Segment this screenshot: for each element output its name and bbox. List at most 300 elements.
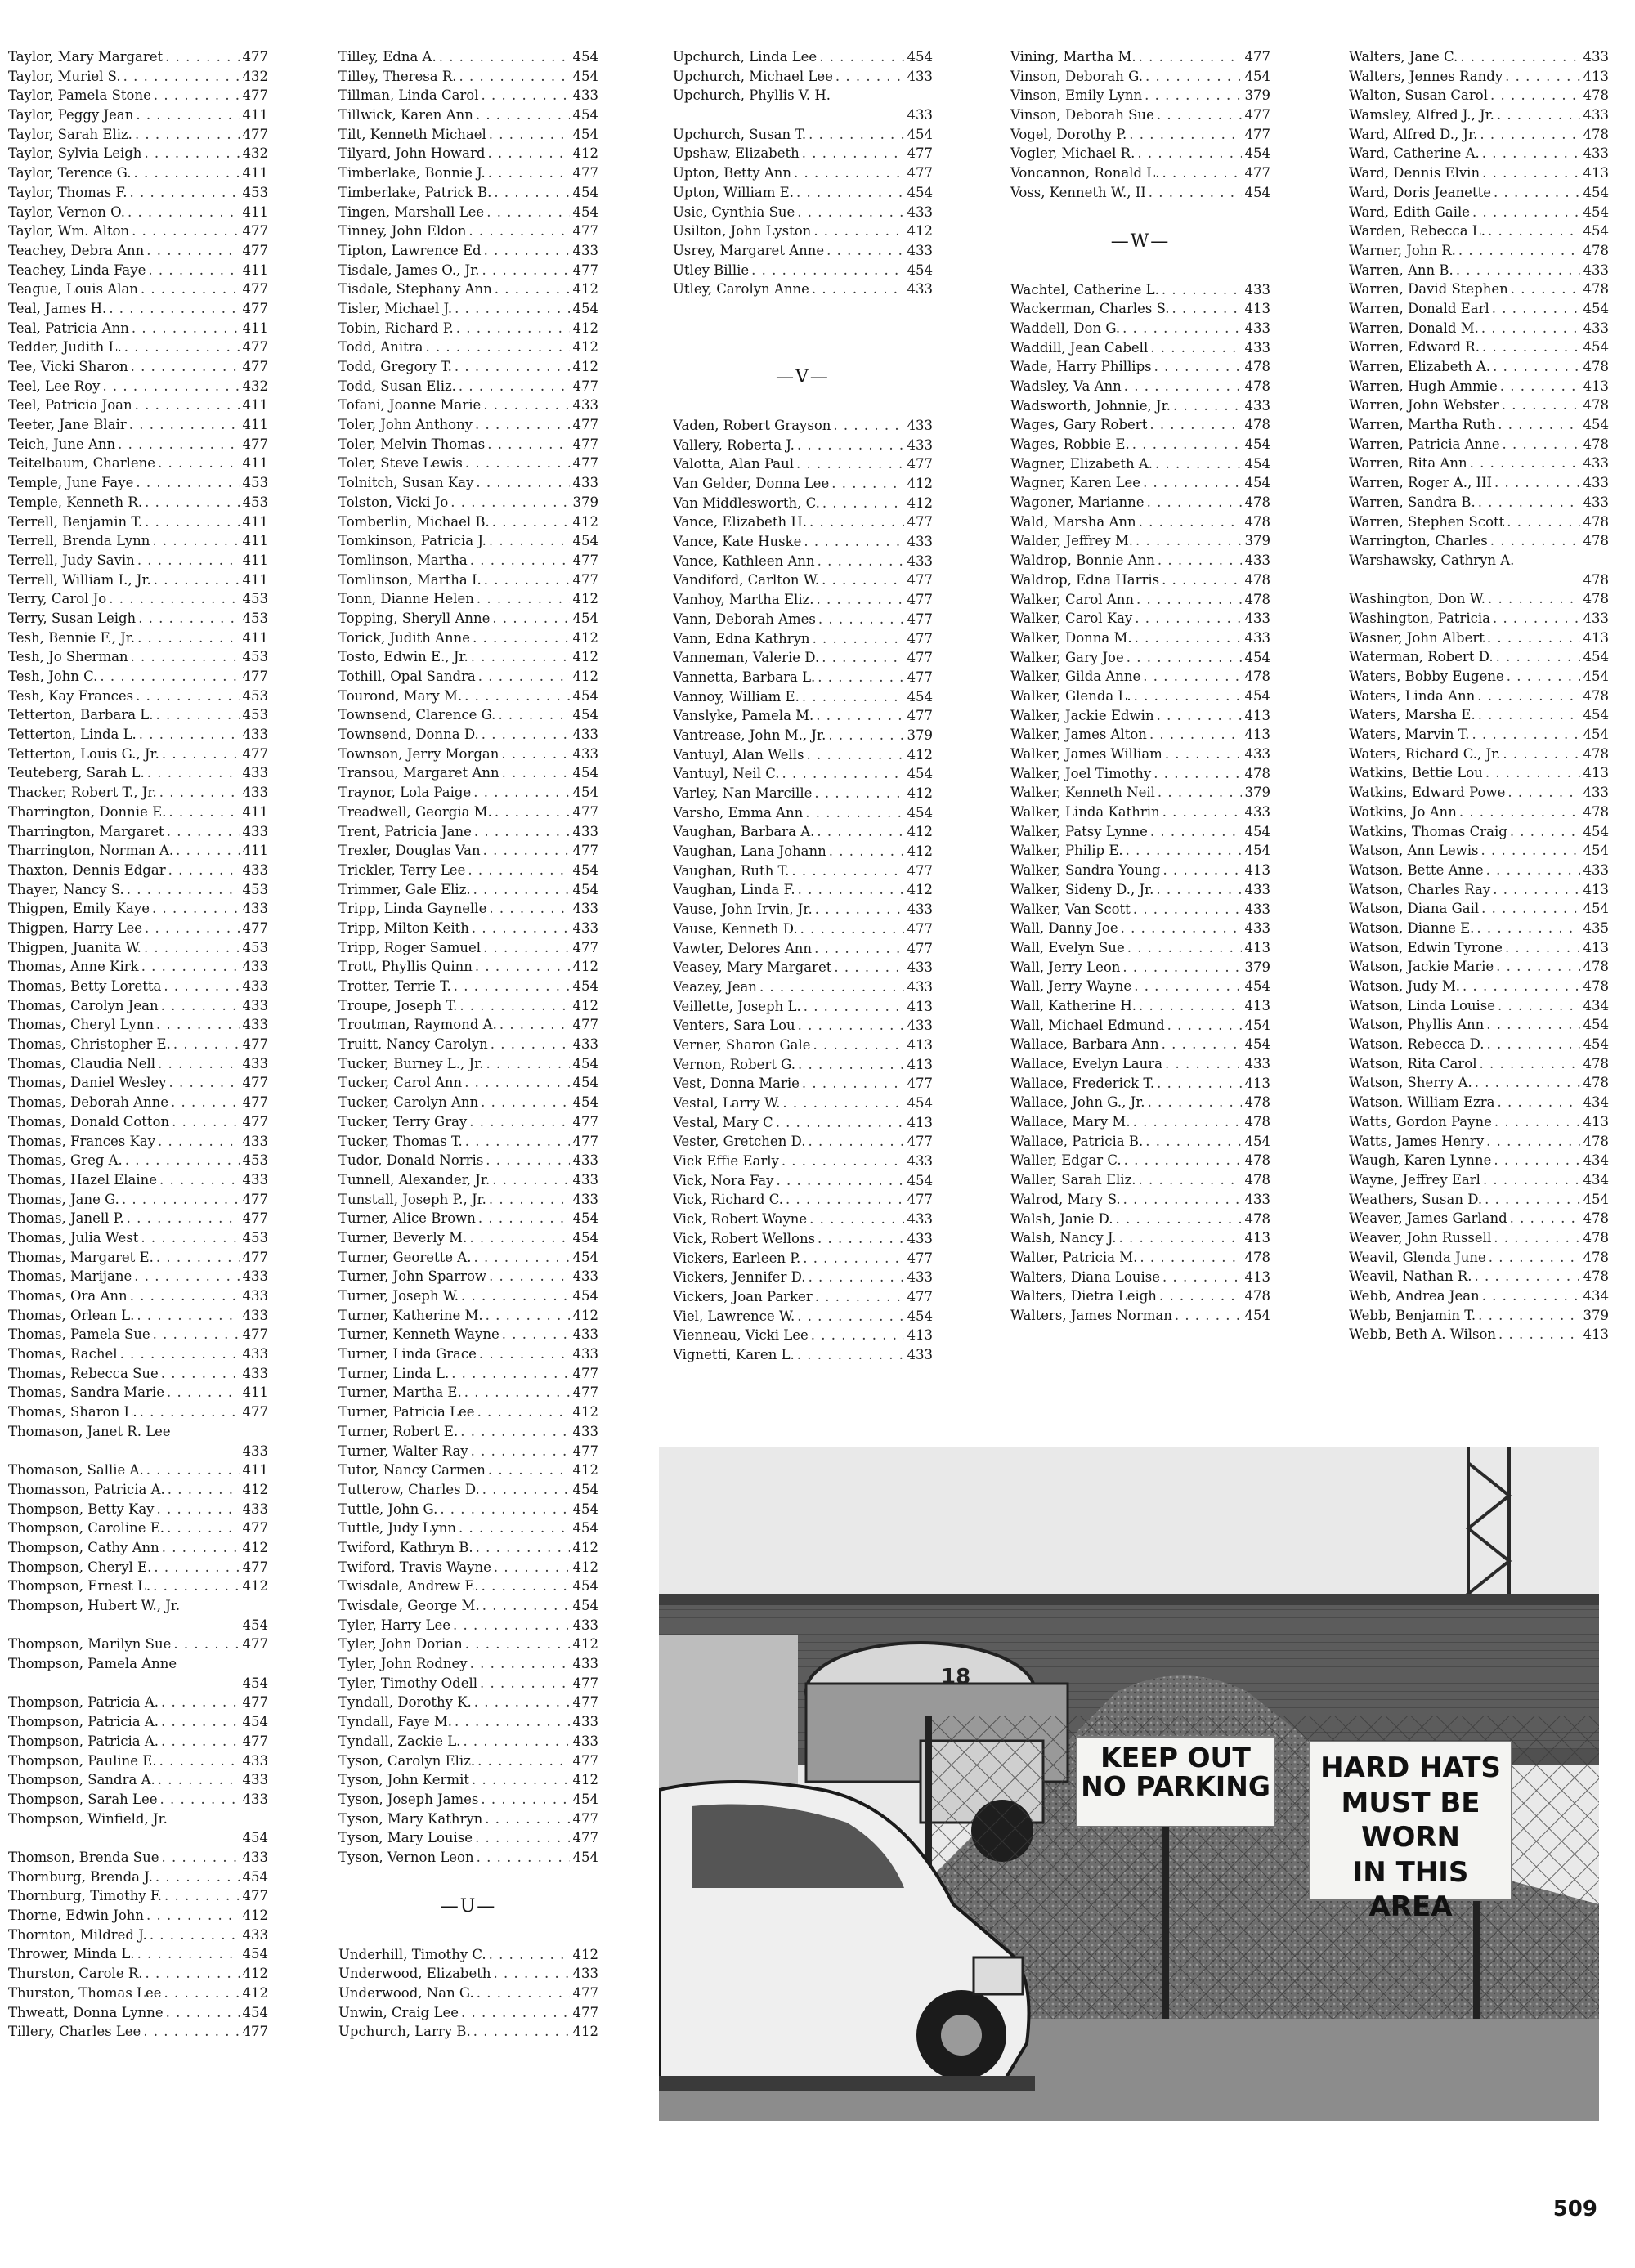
entry-page: 433 (1583, 145, 1609, 162)
entry-name: Waldrop, Bonnie Ann (1010, 552, 1155, 569)
entry-page: 453 (242, 881, 268, 897)
index-entry (1010, 1170, 1270, 1190)
dot-leader (495, 803, 570, 822)
keep-out-sign-line-1: KEEP OUT (1100, 1742, 1251, 1774)
entry-name: Walker, Philip E. (1010, 843, 1123, 859)
entry-page: 454 (572, 68, 598, 84)
index-entry (338, 1828, 598, 1848)
entry-page: 477 (572, 1675, 598, 1691)
entry-name: Upton, William E. (673, 184, 794, 200)
entry-name: Tothill, Opal Sandra (338, 669, 476, 684)
entry-page: 477 (242, 1636, 268, 1653)
entry-page: 478 (1583, 978, 1609, 995)
dot-leader (818, 668, 904, 687)
entry-name: Thompson, Ernest L. (8, 1578, 151, 1595)
entry-name: Tolnitch, Susan Kay (338, 475, 474, 491)
dot-leader (1489, 1248, 1580, 1268)
index-entry (8, 570, 268, 590)
entry-name: Tyson, Carolyn Eliz. (338, 1752, 476, 1769)
dot-leader (812, 280, 904, 299)
index-entry (1010, 803, 1270, 822)
entry-name: Thomas, Julia West (8, 1229, 139, 1246)
dot-leader (1145, 1132, 1242, 1152)
entry-page: 412 (572, 1462, 598, 1478)
index-entry (338, 1635, 598, 1654)
entry-page: 454 (242, 1675, 268, 1691)
entry-name: Vannoy, William E. (673, 688, 800, 705)
index-entry (338, 919, 598, 938)
index-entry (338, 551, 598, 570)
entry-page: 477 (907, 592, 933, 608)
index-entry (338, 2003, 598, 2023)
entry-name: Wayne, Jeffrey Earl (1349, 1171, 1480, 1188)
index-entry (8, 1461, 268, 1480)
index-entry (338, 1964, 598, 1984)
entry-page: 454 (572, 300, 598, 316)
index-entry (8, 435, 268, 454)
entry-page: 478 (1583, 513, 1609, 530)
dot-leader (1478, 705, 1580, 725)
entry-name: Wages, Gary Robert (1010, 417, 1148, 433)
entry-name: Treadwell, Georgia M. (338, 803, 492, 820)
dot-leader (1132, 435, 1242, 454)
entry-page: 412 (572, 145, 598, 162)
entry-page: 454 (1583, 1017, 1609, 1033)
entry-name: Upchurch, Michael Lee (673, 68, 833, 84)
entry-name: Vaden, Robert Grayson (673, 417, 831, 433)
index-entry (1349, 1093, 1609, 1112)
entry-name: Twisdale, George M. (338, 1598, 480, 1613)
dot-leader (471, 1442, 570, 1461)
entry-page: 433 (242, 959, 268, 975)
index-entry (1349, 203, 1609, 222)
entry-name: Wallace, Evelyn Laura (1010, 1056, 1162, 1071)
index-entry (673, 842, 933, 861)
index-entry (338, 938, 598, 958)
entry-page: 411 (242, 165, 268, 181)
index-entry (1010, 648, 1270, 668)
entry-name: Watson, Sherry A. (1349, 1075, 1472, 1091)
entry-page: 433 (907, 901, 933, 918)
dot-leader (154, 570, 240, 590)
index-entry (1349, 1132, 1609, 1152)
index-entry (1349, 861, 1609, 880)
dot-leader (818, 1229, 904, 1249)
dot-leader (1460, 47, 1580, 67)
dot-leader (136, 473, 240, 493)
entry-name: Vance, Kate Huske (673, 534, 802, 550)
index-entry (1010, 1190, 1270, 1210)
index-entry (8, 1035, 268, 1054)
dot-leader (813, 221, 904, 241)
index-entry (338, 1248, 598, 1268)
dot-leader (818, 552, 904, 571)
dot-leader (822, 648, 904, 668)
entry-name: Walker, Gary Joe (1010, 649, 1124, 665)
entry-name: Wade, Harry Phillips (1010, 359, 1152, 375)
dot-leader (145, 493, 240, 512)
entry-page: 454 (572, 1094, 598, 1111)
dot-leader (1478, 493, 1580, 512)
dot-leader (478, 667, 570, 687)
index-entry (1010, 338, 1270, 358)
entry-page: 434 (1583, 1288, 1609, 1304)
dot-leader (1144, 86, 1242, 105)
entry-page: 412 (572, 1307, 598, 1323)
dot-leader (826, 241, 904, 261)
entry-page: 413 (1244, 707, 1270, 723)
entry-name: Vernon, Robert G. (673, 1056, 796, 1072)
dot-leader (145, 512, 240, 532)
entry-name: Unwin, Craig Lee (338, 2004, 459, 2020)
entry-page: 433 (1244, 320, 1270, 336)
dot-leader (135, 396, 240, 415)
dot-leader (152, 899, 240, 919)
entry-page: 478 (1583, 436, 1609, 452)
dot-leader (816, 706, 904, 726)
entry-name: Vinson, Deborah Sue (1010, 107, 1154, 123)
entry-name: Ward, Catherine A. (1349, 145, 1480, 162)
dot-leader (173, 1635, 240, 1654)
entry-name: Transou, Margaret Ann (338, 765, 499, 781)
dot-leader (439, 47, 570, 67)
index-entry (1010, 1035, 1270, 1054)
entry-page: 454 (572, 1481, 598, 1497)
index-entry (8, 47, 268, 67)
dot-leader (834, 958, 904, 977)
entry-page: 411 (242, 843, 268, 859)
entry-name: Wall, Danny Joe (1010, 920, 1118, 937)
entry-page: 478 (1244, 1152, 1270, 1169)
entry-name: Tedder, Judith L. (8, 339, 122, 356)
index-entry (1349, 473, 1609, 493)
index-entry (8, 1984, 268, 2003)
index-entry (338, 1054, 598, 1074)
entry-page: 411 (242, 417, 268, 433)
entry-page: 478 (1583, 1249, 1609, 1265)
dot-leader (487, 144, 570, 163)
index-entry (1010, 1151, 1270, 1170)
entry-name: Trexler, Douglas Van (338, 843, 481, 859)
index-entry (1349, 589, 1609, 609)
index-entry (8, 1790, 268, 1809)
index-entry (1349, 415, 1609, 435)
index-entry (1010, 473, 1270, 493)
entry-name: Tetterton, Linda L. (8, 727, 137, 743)
index-entry (1010, 125, 1270, 145)
entry-page: 433 (572, 475, 598, 491)
index-entry (8, 105, 268, 125)
entry-name: Waterman, Robert D. (1349, 649, 1494, 665)
entry-name: Tucker, Carolyn Ann (338, 1094, 479, 1111)
entry-name: Weavil, Glenda June (1349, 1249, 1486, 1265)
entry-page: 433 (242, 1752, 268, 1769)
index-entry (8, 183, 268, 203)
entry-name: Walker, Linda Kathrin (1010, 804, 1160, 821)
index-entry (1349, 687, 1609, 706)
index-entry (338, 1015, 598, 1035)
spacer (673, 299, 933, 338)
index-entry (8, 1383, 268, 1402)
index-entry (8, 1906, 268, 1926)
entry-name: Vickers, Earleen P. (673, 1250, 801, 1266)
entry-page: 454 (572, 126, 598, 142)
entry-name: Townson, Jerry Morgan (338, 745, 499, 762)
index-entry (338, 47, 598, 67)
index-entry (673, 880, 933, 900)
entry-name: Vestal, Larry W. (673, 1095, 781, 1112)
dot-leader (782, 1152, 904, 1171)
entry-name: Tomkinson, Patricia J. (338, 533, 486, 549)
index-entry (8, 1306, 268, 1326)
entry-page: 478 (1583, 1229, 1609, 1246)
index-entry (8, 319, 268, 338)
entry-name: Tilyard, John Howard (338, 145, 486, 162)
dot-leader (817, 590, 904, 610)
entry-name: Tripp, Linda Gaynelle (338, 901, 487, 917)
entry-page: 433 (242, 1133, 268, 1149)
dot-leader (455, 1712, 570, 1732)
index-entry (338, 725, 598, 745)
dot-leader (1482, 163, 1580, 183)
entry-page: 413 (907, 1114, 933, 1130)
entry-name: Warrington, Charles (1349, 533, 1488, 549)
index-entry (338, 2022, 598, 2042)
entry-name: Walters, Diana Louise (1010, 1268, 1160, 1285)
index-entry (338, 1170, 598, 1190)
entry-name: Taylor, Terence G. (8, 165, 132, 181)
dot-leader (153, 1325, 240, 1344)
dot-leader (813, 629, 904, 649)
index-entry (338, 880, 598, 900)
index-entry (8, 1693, 268, 1712)
index-entry (8, 2003, 268, 2023)
index-entry (1010, 1074, 1270, 1094)
index-entry (338, 105, 598, 125)
entry-name: Voss, Kenneth W., II (1010, 184, 1146, 200)
dot-leader (1158, 551, 1242, 570)
index-entry (8, 1926, 268, 1945)
entry-name: Usic, Cynthia Sue (673, 204, 795, 220)
entry-page: 454 (1244, 145, 1270, 162)
index-entry (338, 957, 598, 977)
dot-leader (1472, 203, 1580, 222)
dot-leader (796, 454, 904, 474)
truck-number: 18 (941, 1665, 971, 1689)
entry-page: 433 (907, 978, 933, 995)
index-entry (673, 1190, 933, 1210)
index-entry (338, 338, 598, 357)
dot-leader (164, 1886, 240, 1906)
entry-page: 413 (1583, 629, 1609, 646)
entry-name: Walter, Patricia M. (1010, 1249, 1138, 1265)
entry-name: Tilley, Edna A. (338, 49, 437, 65)
index-entry (8, 1228, 268, 1248)
entry-name: Walker, Donna M. (1010, 629, 1132, 646)
dot-leader (486, 1151, 570, 1170)
entry-page: 454 (572, 1578, 598, 1595)
entry-name: Van Gelder, Donna Lee (673, 476, 830, 492)
entry-page: 412 (907, 824, 933, 840)
entry-name: Twiford, Travis Wayne (338, 1559, 491, 1575)
dot-leader (1139, 512, 1242, 532)
entry-name: Townsend, Clarence G. (338, 707, 496, 723)
entry-name: Tyndall, Dorothy K. (338, 1694, 472, 1711)
index-entry (1349, 1170, 1609, 1190)
index-entry (338, 1209, 598, 1228)
dot-leader (459, 996, 570, 1016)
entry-page: 454 (572, 610, 598, 626)
entry-name: Traynor, Lola Paige (338, 785, 472, 801)
index-entry (1349, 1248, 1609, 1268)
entry-name: Turner, Robert E. (338, 1423, 459, 1439)
index-entry (338, 1577, 598, 1596)
entry-name: Walker, Kenneth Neil (1010, 785, 1155, 801)
entry-page: 454 (572, 1598, 598, 1613)
entry-name: Thomas, Sharon L. (8, 1404, 137, 1420)
entry-page: 412 (242, 1578, 268, 1595)
entry-name: Tyson, John Kermit (338, 1772, 469, 1788)
entry-page: 454 (572, 687, 598, 704)
entry-page: 413 (907, 1036, 933, 1053)
entry-page: 433 (572, 901, 598, 917)
index-entry (1349, 338, 1609, 357)
dot-leader (154, 86, 240, 105)
dot-leader (501, 745, 570, 764)
entry-page: 412 (572, 2024, 598, 2040)
dot-leader (455, 357, 570, 377)
entry-name: Tobin, Richard P. (338, 320, 454, 336)
dot-leader (1162, 280, 1242, 300)
index-entry (338, 1190, 598, 1210)
index-entry (338, 899, 598, 919)
dot-leader (481, 1093, 570, 1112)
entry-name: Terry, Susan Leigh (8, 610, 137, 626)
entry-page: 454 (1244, 68, 1270, 84)
index-entry (1349, 105, 1609, 125)
index-entry (338, 647, 598, 667)
dot-leader (475, 957, 570, 977)
entry-name: Tucker, Burney L., Jr. (338, 1055, 484, 1071)
entry-page: 412 (242, 1966, 268, 1982)
entry-name: Thornton, Mildred J. (8, 1926, 147, 1943)
dot-leader (805, 803, 904, 823)
entry-page: 433 (1244, 881, 1270, 897)
index-entry (8, 841, 268, 861)
index-entry (338, 512, 598, 532)
index-entry (1010, 377, 1270, 396)
index-entry (673, 1249, 933, 1268)
entry-name: Vance, Kathleen Ann (673, 552, 815, 569)
dot-leader (159, 1751, 240, 1771)
entry-page: 477 (242, 126, 268, 142)
dot-leader (1167, 1016, 1242, 1036)
entry-page: 478 (1583, 803, 1609, 820)
dot-leader (486, 1306, 570, 1326)
entry-name: Walker, Glenda L. (1010, 687, 1131, 704)
index-entry (338, 1151, 598, 1170)
entry-page: 478 (1244, 1210, 1270, 1227)
index-entry (338, 570, 598, 590)
entry-page: 477 (907, 1250, 933, 1266)
index-column-3 (673, 47, 933, 1365)
dot-leader (814, 784, 904, 803)
entry-page: 454 (907, 1172, 933, 1188)
index-entry (8, 1577, 268, 1596)
dot-leader (487, 435, 570, 454)
dot-leader (1162, 803, 1242, 822)
entry-page: 433 (1244, 1056, 1270, 1071)
dot-leader (794, 163, 904, 183)
entry-name: Thompson, Pamela Anne (8, 1656, 177, 1672)
dot-leader (822, 570, 904, 590)
dot-leader (478, 1209, 570, 1228)
entry-page: 454 (1244, 184, 1270, 200)
entry-name: Turner, Beverly M. (338, 1229, 468, 1246)
entry-name: Walker, James William (1010, 746, 1162, 762)
entry-page: 433 (1244, 281, 1270, 297)
dot-leader (100, 667, 240, 687)
entry-name: Toler, John Anthony (338, 417, 473, 433)
dot-leader (168, 803, 240, 822)
index-entry (1349, 86, 1609, 105)
dot-leader (1136, 531, 1242, 551)
entry-page: 433 (572, 823, 598, 839)
entry-page: 454 (1244, 455, 1270, 472)
dot-leader (460, 1422, 570, 1442)
entry-page: 433 (1244, 552, 1270, 569)
entry-page: 477 (572, 2004, 598, 2020)
entry-page: 477 (242, 1113, 268, 1130)
entry-name: Waters, Marsha E. (1349, 707, 1476, 723)
entry-name: Timberlake, Patrick B. (338, 184, 492, 200)
index-entry (8, 1170, 268, 1190)
entry-name: Wall, Jerry Wayne (1010, 978, 1132, 995)
entry-name: Underwood, Elizabeth (338, 1966, 491, 1982)
entry-page: 478 (1583, 1075, 1609, 1091)
dot-leader (1475, 1073, 1580, 1093)
entry-name: Troutman, Raymond A. (338, 1017, 497, 1033)
entry-page: 477 (907, 145, 933, 162)
entry-page: 433 (907, 552, 933, 569)
index-column-2 (338, 47, 598, 2042)
entry-page: 433 (242, 785, 268, 801)
dot-leader (1145, 67, 1242, 87)
entry-name: Thomas, Sandra Marie (8, 1385, 164, 1401)
index-entry (1349, 1035, 1609, 1054)
dot-leader (477, 1848, 570, 1868)
dot-leader (488, 163, 570, 183)
entry-page: 433 (907, 107, 933, 123)
entry-page: 453 (242, 1229, 268, 1246)
entry-name: Thomas, Greg A. (8, 1152, 123, 1169)
dot-leader (489, 899, 570, 919)
entry-name: Watson, Ann Lewis (1349, 843, 1479, 859)
hard-hats-sign-line-2: MUST BE WORN (1341, 1786, 1480, 1854)
index-entry (8, 531, 268, 551)
entry-name: Turner, Linda Grace (338, 1346, 477, 1362)
index-entry (8, 589, 268, 609)
index-entry (1349, 531, 1609, 551)
entry-name: Thomas, Anne Kirk (8, 959, 139, 975)
index-entry (338, 183, 598, 203)
keep-out-sign-line-2: NO PARKING (1081, 1769, 1270, 1802)
dot-leader (473, 629, 570, 648)
entry-name: Thacker, Robert T., Jr. (8, 785, 157, 801)
dot-leader (1159, 1286, 1242, 1306)
dot-leader (1498, 415, 1580, 435)
entry-page: 433 (907, 1211, 933, 1228)
